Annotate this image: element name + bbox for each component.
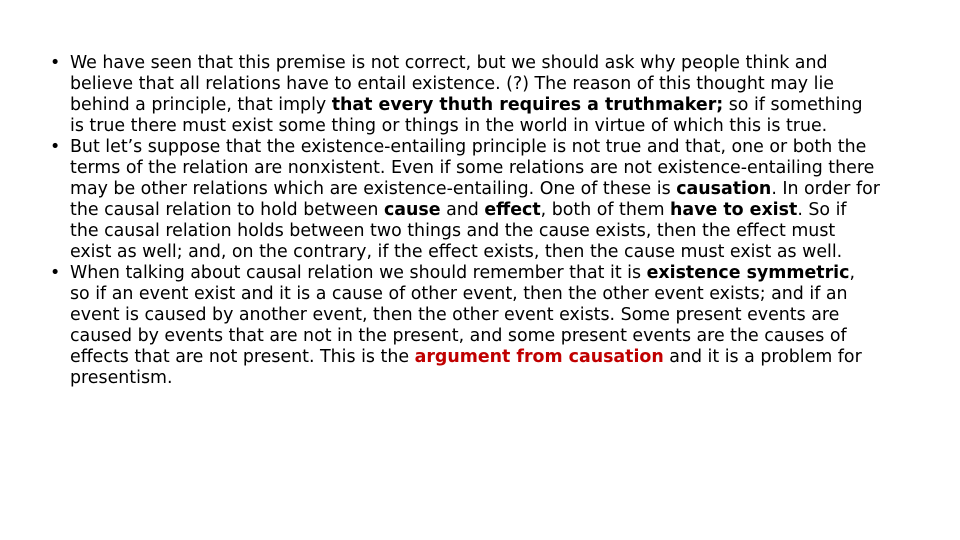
bullet-text: , so if an event exist and it is a cause of other event, then the other event exists; and if an event is caused by another event, then the other event exists. Some present events are caused by events that are not in the present, and some present events are the causes of effects that are not present. This is the <box>70 263 855 367</box>
slide-body <box>50 53 880 389</box>
bold-phrase: effect <box>484 200 541 220</box>
bullet-text: . In order for the causal relation to hold between <box>70 179 880 220</box>
bullet-text: so if something is true there must exist some thing or things in the world in virtue of which this is true. <box>70 95 863 136</box>
bullet-dot-icon: • <box>50 137 61 157</box>
bold-phrase: cause <box>383 200 441 220</box>
bullet-text: . So if the causal relation holds between two things and the cause exists, then the effect must exist as well; and, on the contrary, if the effect exists, then the cause must exist as well. <box>70 200 847 262</box>
bold-phrase: existence symmetric <box>646 263 850 283</box>
bold-phrase: have to exist <box>670 200 798 220</box>
bullet-text: , both of them <box>540 200 671 220</box>
bullet-text: When talking about causal relation we should remember that it is <box>70 263 647 283</box>
bold-phrase: causation <box>676 179 772 199</box>
bullet-item-causation <box>50 137 880 263</box>
bullet-item-truthmaker <box>50 53 880 137</box>
red-highlight-phrase: argument from causation <box>414 347 664 367</box>
bullet-dot-icon: • <box>50 263 61 283</box>
bullet-text: But let’s suppose that the existence-entailing principle is not true and that, one or both the terms of the relation are nonxistent. Even if some relations are not existence-entailing there may be other relations which are existence-entailing. One of these is <box>70 137 875 199</box>
bullet-text: and <box>440 200 485 220</box>
bold-phrase: that every thuth requires a truthmaker; <box>331 95 724 115</box>
bullet-dot-icon: • <box>50 53 61 73</box>
bullet-item-existence-symmetric <box>50 263 880 389</box>
bullet-text: We have seen that this premise is not correct, but we should ask why people think and believe that all relations have to entail existence. (?) The reason of this thought may lie behind a principle, that imply <box>70 53 834 115</box>
bullet-list <box>50 53 880 389</box>
bullet-text: and it is a problem for presentism. <box>70 347 862 388</box>
